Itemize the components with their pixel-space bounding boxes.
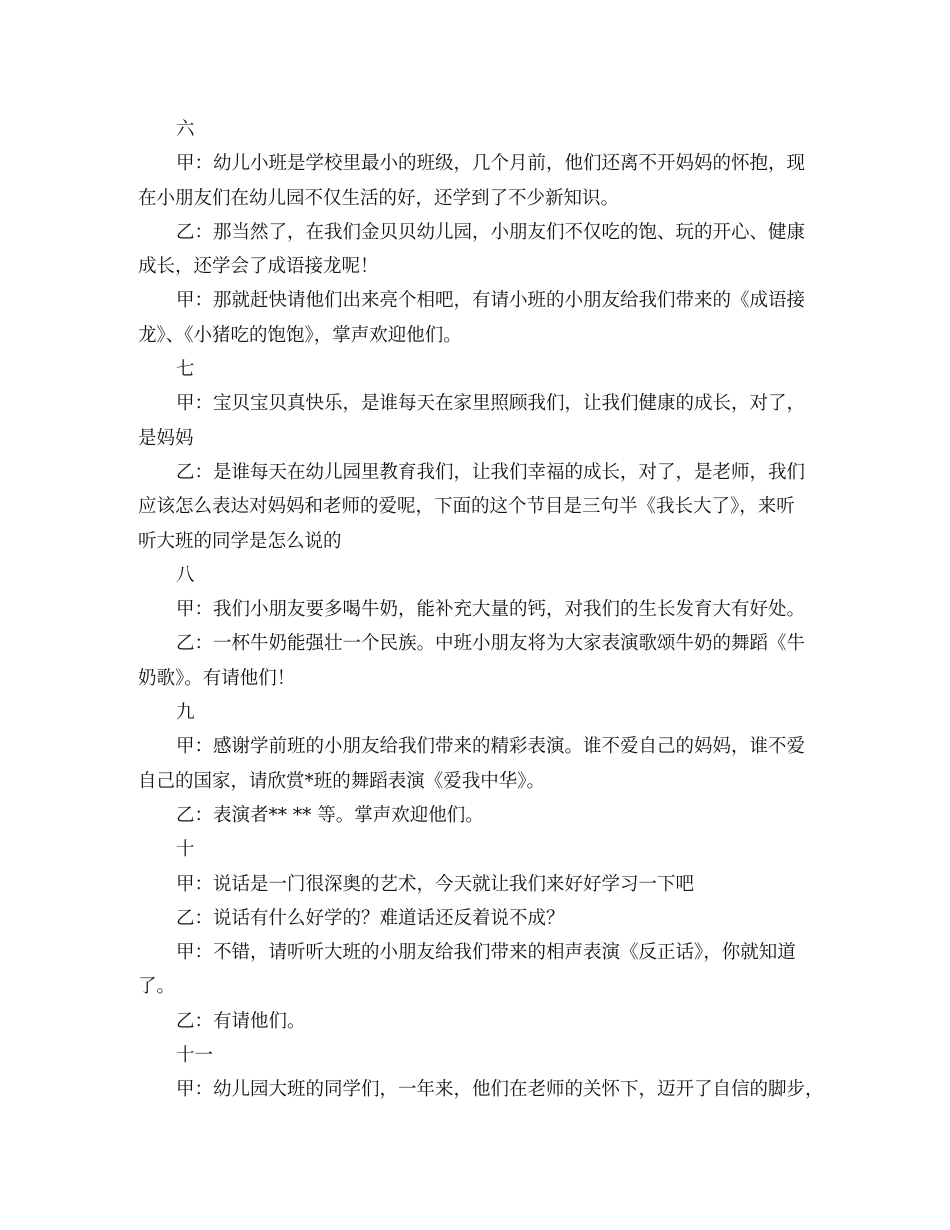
paragraph-line: 成长，还学会了成语接龙呢！ [138,256,379,278]
paragraph-line: 乙：说话有什么好学的？难道话还反着说不成？ [176,907,565,929]
paragraph-line: 乙：有请他们。 [176,1010,306,1032]
document-page [138,113,824,1108]
paragraph-line: 乙：是谁每天在幼儿园里教育我们，让我们幸福的成长，对了，是老师，我们 [176,461,806,483]
paragraph-line: 甲：幼儿小班是学校里最小的班级，几个月前，他们还离不开妈妈的怀抱，现 [176,153,806,175]
paragraph-line: 甲：感谢学前班的小朋友给我们带来的精彩表演。谁不爱自己的妈妈，谁不爱 [176,736,806,758]
section-heading: 八 [176,564,195,586]
paragraph-line: 龙》、《小猪吃的饱饱》，掌声欢迎他们。 [138,324,462,346]
paragraph-line: 乙：表演者** ** 等。掌声欢迎他们。 [176,804,484,826]
paragraph-line: 应该怎么表达对妈妈和老师的爱呢，下面的这个节目是三句半《我长大了》，来听 [138,496,795,518]
paragraph-line: 乙：一杯牛奶能强壮一个民族。中班小朋友将为大家表演歌颂牛奶的舞蹈《牛 [176,633,806,655]
section-heading: 十 [176,839,195,861]
paragraph-line: 是妈妈 [138,427,194,449]
paragraph-line: 奶歌》。有请他们！ [138,667,296,689]
paragraph-line: 在小朋友们在幼儿园不仅生活的好，还学到了不少新知识。 [138,187,620,209]
paragraph-line: 听大班的同学是怎么说的 [138,530,342,552]
paragraph-line: 了。 [138,976,176,998]
section-heading: 九 [176,702,195,724]
paragraph-line: 甲：那就赶快请他们出来亮个相吧，有请小班的小朋友给我们带来的《成语接 [176,290,806,312]
section-heading: 十一 [176,1045,214,1067]
section-heading: 七 [176,359,195,381]
paragraph-line: 甲：不错，请听听大班的小朋友给我们带来的相声表演《反正话》，你就知道 [176,942,796,964]
paragraph-line: 甲：我们小朋友要多喝牛奶，能补充大量的钙，对我们的生长发育大有好处。 [176,599,806,621]
paragraph-line: 甲：宝贝宝贝真快乐，是谁每天在家里照顾我们，让我们健康的成长，对了， [176,393,806,415]
section-heading: 六 [176,119,195,140]
paragraph-line: 甲：说话是一门很深奥的艺术，今天就让我们来好好学习一下吧 [176,873,695,895]
paragraph-line: 甲：幼儿园大班的同学们，一年来，他们在老师的关怀下，迈开了自信的脚步， [176,1079,824,1101]
paragraph-line: 乙：那当然了，在我们金贝贝幼儿园，小朋友们不仅吃的饱、玩的开心、健康 [176,221,806,243]
paragraph-line: 自己的国家，请欣赏*班的舞蹈表演《爱我中华》。 [138,770,546,792]
